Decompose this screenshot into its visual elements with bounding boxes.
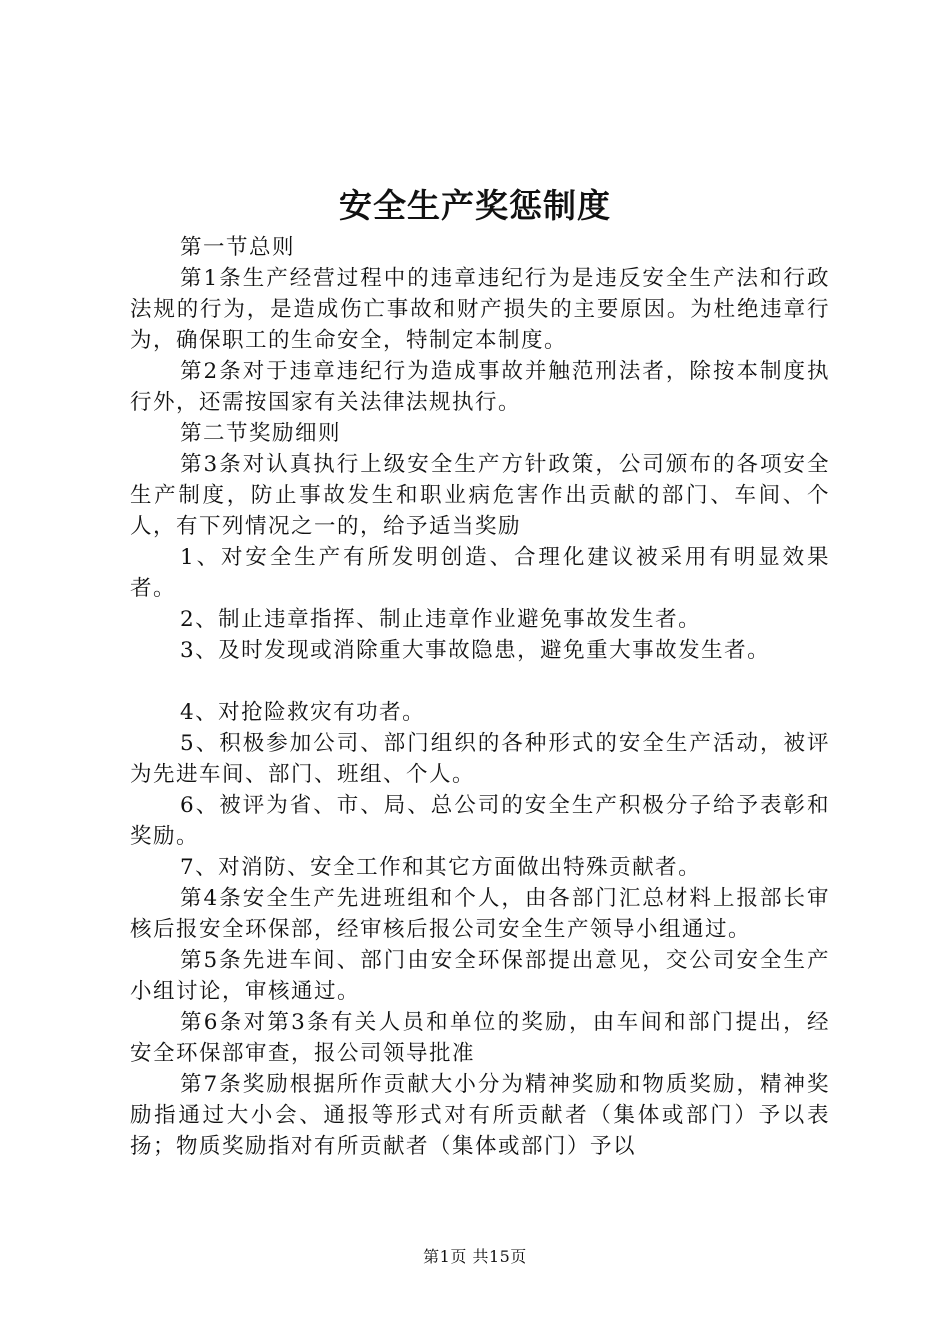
list-item: 6、被评为省、市、局、总公司的安全生产积极分子给予表彰和奖励。	[130, 793, 830, 849]
article-paragraph: 第1条生产经营过程中的违章违纪行为是违反安全生产法和行政法规的行为，是造成伤亡事故和财产损失的主要原因。为杜绝违章行为，确保职工的生命安全，特制定本制度。	[130, 266, 830, 353]
article-paragraph: 第3条对认真执行上级安全生产方针政策，公司颁布的各项安全生产制度，防止事故发生和职业病危害作出贡献的部门、车间、个人，有下列情况之一的，给予适当奖励	[130, 452, 830, 539]
document-body	[130, 232, 830, 1162]
article-paragraph: 第7条奖励根据所作贡献大小分为精神奖励和物质奖励，精神奖励指通过大小会、通报等形式对有所贡献者（集体或部门）予以表扬；物质奖励指对有所贡献者（集体或部门）予以	[130, 1072, 830, 1159]
list-item: 7、对消防、安全工作和其它方面做出特殊贡献者。	[180, 855, 702, 880]
article-paragraph: 第4条安全生产先进班组和个人，由各部门汇总材料上报部长审核后报安全环保部，经审核后报公司安全生产领导小组通过。	[130, 886, 830, 942]
article-paragraph: 第6条对第3条有关人员和单位的奖励，由车间和部门提出，经安全环保部审查，报公司领导批准	[130, 1010, 830, 1066]
article-paragraph: 第5条先进车间、部门由安全环保部提出意见，交公司安全生产小组讨论，审核通过。	[130, 948, 830, 1004]
list-item: 3、及时发现或消除重大事故隐患，避免重大事故发生者。	[180, 638, 771, 663]
list-item: 4、对抢险救灾有功者。	[180, 700, 426, 725]
article-paragraph: 第2条对于违章违纪行为造成事故并触范刑法者，除按本制度执行外，还需按国家有关法律法规执行。	[130, 359, 830, 415]
section-heading: 第一节总则	[180, 235, 296, 260]
page-footer: 第1页 共15页	[423, 1247, 527, 1266]
section-heading: 第二节奖励细则	[180, 421, 342, 446]
list-item: 1、对安全生产有所发明创造、合理化建议被采用有明显效果者。	[130, 545, 830, 601]
blank-line	[130, 666, 830, 697]
list-item: 2、制止违章指挥、制止违章作业避免事故发生者。	[180, 607, 702, 632]
list-item: 5、积极参加公司、部门组织的各种形式的安全生产活动，被评为先进车间、部门、班组、个人。	[130, 731, 830, 787]
document-title: 安全生产奖惩制度	[339, 186, 611, 225]
